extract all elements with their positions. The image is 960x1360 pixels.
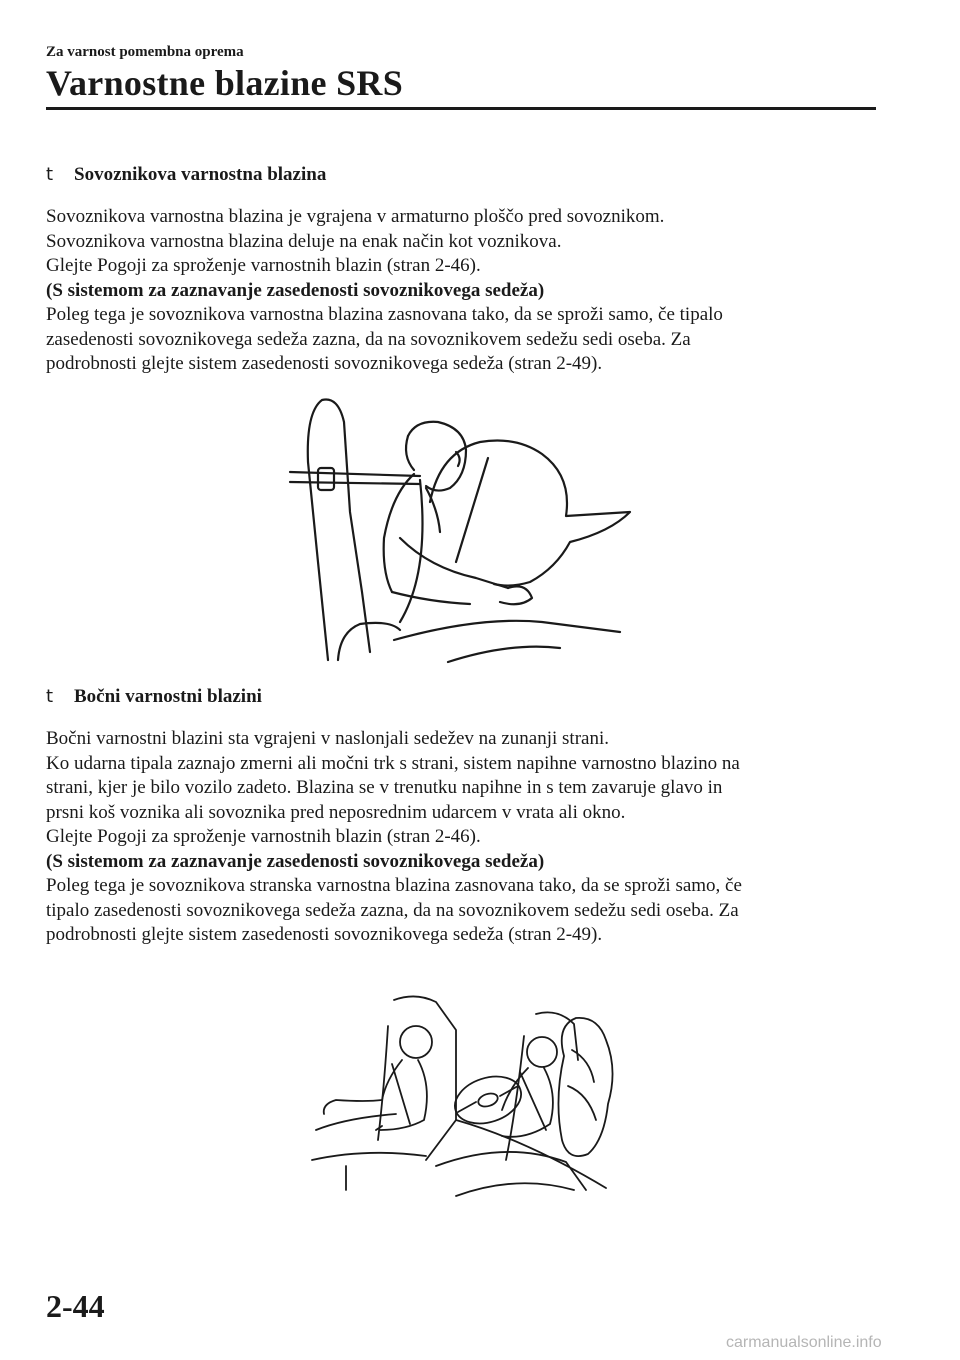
bullet-icon: t <box>46 164 54 185</box>
section2-body <box>46 727 876 948</box>
text-line: strani, kjer je bilo vozilo zadeto. Blazina se v trenutku napihne in s tem zavaruje glavo in <box>46 777 723 798</box>
header-rule <box>46 107 876 110</box>
text-line: Poleg tega je sovoznikova stranska varnostna blazina zasnovana tako, da se sproži samo, če <box>46 875 742 896</box>
section1-heading-text: Sovoznikova varnostna blazina <box>74 164 327 185</box>
text-line: prsni koš voznika ali sovoznika pred neposrednim udarcem v vrata ali okno. <box>46 801 626 823</box>
text-line: Poleg tega je sovoznikova varnostna blazina zasnovana tako, da se sproži samo, če tipalo <box>46 304 723 325</box>
text-line: Glejte Pogoji za sproženje varnostnih blazin (stran 2-46). <box>46 826 481 847</box>
section1-body <box>46 205 876 377</box>
text-line: Ko udarna tipala zaznajo zmerni ali močni trk s strani, sistem napihne varnostno blazino na <box>46 752 740 774</box>
text-line: zasedenosti sovoznikovega sedeža zazna, da na sovoznikovem sedežu sedi oseba. Za <box>46 328 691 350</box>
text-line: Sovoznikova varnostna blazina je vgrajena v armaturno ploščo pred sovoznikom. <box>46 206 665 227</box>
bullet-icon: t <box>46 686 54 707</box>
text-line: podrobnosti glejte sistem zasedenosti sovoznikovega sedeža (stran 2-49). <box>46 353 603 374</box>
section2-heading-text: Bočni varnostni blazini <box>74 686 262 707</box>
text-line-bold: (S sistemom za zaznavanje zasedenosti sovoznikovega sedeža) <box>46 279 545 301</box>
text-line-bold: (S sistemom za zaznavanje zasedenosti sovoznikovega sedeža) <box>46 850 545 872</box>
watermark: carmanualsonline.info <box>726 1334 882 1351</box>
text-line: tipalo zasedenosti sovoznikovega sedeža zazna, da na sovoznikovem sedežu sedi oseba. Za <box>46 899 739 921</box>
side-airbags-illustration <box>306 990 626 1206</box>
text-line: podrobnosti glejte sistem zasedenosti sovoznikovega sedeža (stran 2-49). <box>46 924 603 945</box>
section2-heading <box>46 686 262 708</box>
text-line: Bočni varnostni blazini sta vgrajeni v naslonjali sedežev na zunanji strani. <box>46 728 609 749</box>
passenger-airbag-illustration <box>280 392 640 667</box>
section-label: Za varnost pomembna oprema <box>46 44 244 60</box>
page-title: Varnostne blazine SRS <box>46 63 404 103</box>
page-number: 2-44 <box>46 1288 105 1324</box>
section1-heading <box>46 164 326 186</box>
text-line: Glejte Pogoji za sproženje varnostnih blazin (stran 2-46). <box>46 255 481 276</box>
text-line: Sovoznikova varnostna blazina deluje na enak način kot voznikova. <box>46 230 562 252</box>
